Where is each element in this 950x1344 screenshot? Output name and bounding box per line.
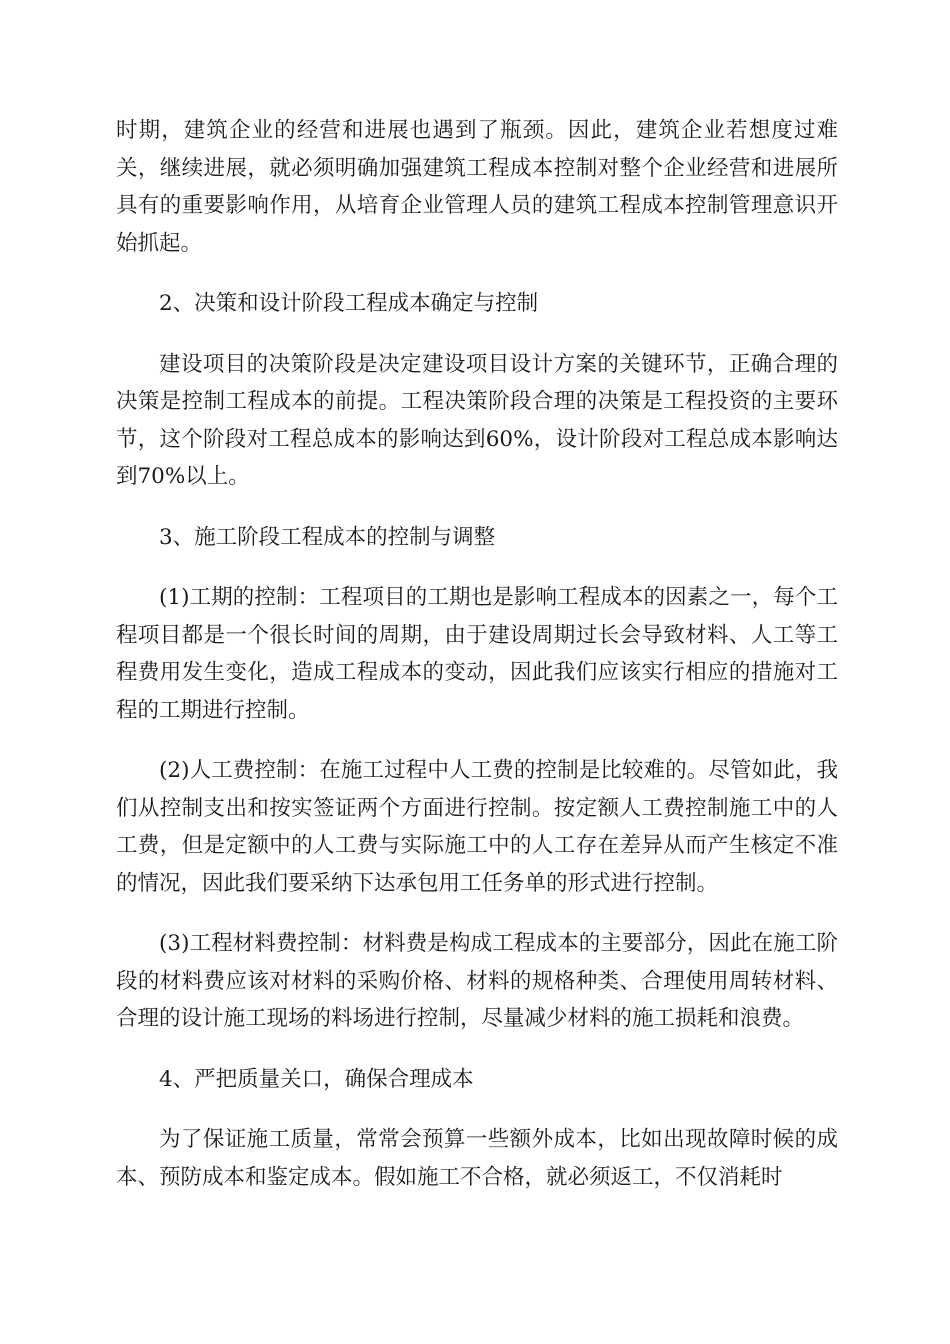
- paragraph-decision-stage: 建设项目的决策阶段是决定建设项目设计方案的关键环节，正确合理的决策是控制工程成本的前提。工程决策阶段合理的决策是工程投资的主要环节，这个阶段对工程总成本的影响达到60%，设计阶段对工程总成本影响达到70%以上。: [116, 351, 838, 489]
- paragraph-quality-cost: 为了保证施工质量，常常会预算一些额外成本，比如出现故障时候的成本、预防成本和鉴定成本。假如施工不合格，就必须返工，不仅消耗时: [116, 1127, 838, 1190]
- section-heading-3: 3、施工阶段工程成本的控制与调整: [159, 524, 496, 550]
- section-heading-2: 2、决策和设计阶段工程成本确定与控制: [159, 291, 539, 316]
- document-body: [116, 112, 838, 1219]
- paragraph-labor-cost-control: (2)人工费控制：在施工过程中人工费的控制是比较难的。尽管如此，我们从控制支出和按实签证两个方面进行控制。按定额人工费控制施工中的人工费，但是定额中的人工费与实际施工中的人工存在差异从而产生核定不准的情况，因此我们要采纳下达承包用工任务单的形式进行控制。: [116, 758, 838, 896]
- paragraph-schedule-control: (1)工期的控制：工程项目的工期也是影响工程成本的因素之一，每个工程项目都是一个很长时间的周期，由于建设周期过长会导致材料、人工等工程费用发生变化，造成工程成本的变动，因此我们应该实行相应的措施对工程的工期进行控制。: [116, 585, 838, 723]
- paragraph-material-cost-control: (3)工程材料费控制：材料费是构成工程成本的主要部分，因此在施工阶段的材料费应该对材料的采购价格、材料的规格种类、合理使用周转材料、合理的设计施工现场的料场进行控制，尽量减少材料的施工损耗和浪费。: [116, 931, 838, 1031]
- paragraph-continuation: 时期，建筑企业的经营和进展也遇到了瓶颈。因此，建筑企业若想度过难关，继续进展，就必须明确加强建筑工程成本控制对整个企业经营和进展所具有的重要影响作用，从培育企业管理人员的建筑工程成本控制管理意识开始抓起。: [116, 118, 838, 256]
- section-heading-4: 4、严把质量关口，确保合理成本: [159, 1066, 474, 1092]
